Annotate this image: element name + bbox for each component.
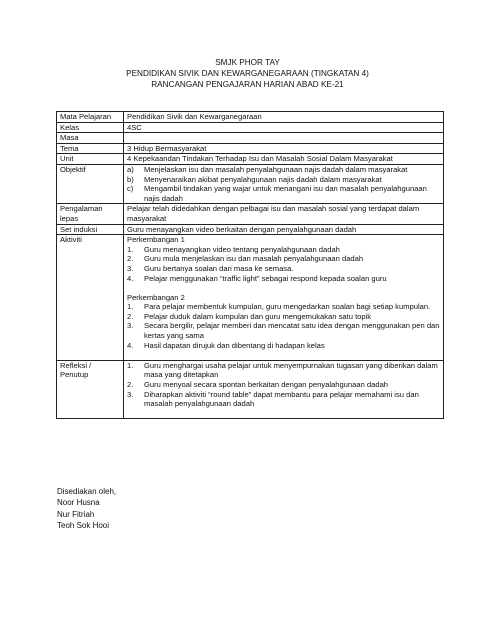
row-value: Pelajar telah didedahkan dengan pelbagai isu dan masalah sosial yang terdapat dalam masyarakat bbox=[124, 204, 444, 224]
list-marker: 2. bbox=[127, 311, 134, 321]
list-marker: c) bbox=[127, 184, 134, 194]
list-item bbox=[127, 254, 440, 264]
list-text: Secara bergilir, pelajar memberi dan mencatat satu idea dengan menggunakan pen dan kertas yang sama bbox=[144, 321, 440, 341]
spacer bbox=[127, 350, 440, 360]
list-text: Para pelajar membentuk kumpulan, guru mengedarkan soalan bagi setiap kumpulan. bbox=[144, 302, 431, 312]
list-marker: 2. bbox=[127, 254, 134, 264]
preparer-name: Noor Husna bbox=[57, 498, 100, 508]
row-label: Aktiviti bbox=[57, 235, 124, 361]
row-unit bbox=[57, 154, 444, 165]
refleksi-list bbox=[127, 361, 440, 409]
list-text: Guru bertanya soalan dari masa ke semasa. bbox=[144, 263, 294, 273]
row-value: 4 Kepekaandan Tindakan Terhadap Isu dan Masalah Sosial Dalam Masyarakat bbox=[124, 154, 444, 165]
plan-title: RANCANGAN PENGAJARAN HARIAN ABAD KE-21 bbox=[151, 80, 344, 89]
list-marker: a) bbox=[127, 164, 134, 174]
list-marker: 1. bbox=[127, 360, 134, 370]
list-text: Guru menghargai usaha pelajar untuk menyempurnakan tugasan yang diberikan dalam masa yang ditetapkan bbox=[144, 360, 438, 380]
signature-block bbox=[57, 486, 116, 531]
list-text: Pelajar menggunakan “traffic light” sebagai respond kepada soalan guru bbox=[144, 273, 387, 283]
row-label: Kelas bbox=[57, 122, 124, 133]
list-text: Hasil dapatan dirujuk dan dibentang di hadapan kelas bbox=[144, 340, 325, 350]
perkembangan-2-list bbox=[127, 302, 440, 350]
row-label: Unit bbox=[57, 154, 124, 165]
list-marker: 4. bbox=[127, 273, 134, 283]
list-marker: 1. bbox=[127, 244, 134, 254]
list-item bbox=[127, 184, 440, 203]
row-value bbox=[124, 360, 444, 419]
row-aktiviti bbox=[57, 235, 444, 361]
list-item bbox=[127, 341, 440, 351]
perkembangan-1-list bbox=[127, 245, 440, 283]
row-value: Guru menayangkan video berkaitan dengan penyalahgunaan dadah bbox=[124, 224, 444, 235]
row-refleksi bbox=[57, 360, 444, 419]
row-label: Pengalaman lepas bbox=[57, 204, 124, 224]
list-item bbox=[127, 321, 440, 340]
lesson-plan-table bbox=[56, 111, 444, 419]
row-kelas bbox=[57, 122, 444, 133]
row-label: Tema bbox=[57, 143, 124, 154]
list-item bbox=[127, 302, 440, 312]
row-label: Mata Pelajaran bbox=[57, 112, 124, 123]
objective-list bbox=[127, 165, 440, 203]
list-item bbox=[127, 264, 440, 274]
list-item bbox=[127, 245, 440, 255]
perkembangan-2-title: Perkembangan 2 bbox=[127, 292, 185, 302]
list-item bbox=[127, 390, 440, 409]
list-item bbox=[127, 361, 440, 380]
preparer-name: Nur Fitriah bbox=[57, 509, 95, 519]
list-item bbox=[127, 312, 440, 322]
row-value bbox=[124, 164, 444, 203]
row-value: 3 Hidup Bermasyarakat bbox=[124, 143, 444, 154]
list-marker: 3. bbox=[127, 389, 134, 399]
row-set-induksi bbox=[57, 224, 444, 235]
spacer bbox=[127, 283, 440, 293]
preparer-name: Teoh Sok Hooi bbox=[57, 520, 110, 530]
list-marker: b) bbox=[127, 174, 134, 184]
list-text: Guru menyoal secara spontan berkaitan dengan penyalahgunaan dadah bbox=[144, 380, 389, 390]
row-masa bbox=[57, 133, 444, 144]
spacer bbox=[127, 409, 440, 419]
list-text: Menyenaraikan akibat penyalahgunaan najis dadah dalam masyarakat bbox=[144, 174, 382, 184]
list-item bbox=[127, 274, 440, 284]
row-value: Pendidikan Sivik dan Kewarganegaraan bbox=[124, 112, 444, 123]
row-label: Set induksi bbox=[57, 224, 124, 235]
row-pengalaman bbox=[57, 204, 444, 224]
row-label: Refleksi / Penutup bbox=[57, 360, 124, 419]
row-value bbox=[124, 235, 444, 361]
list-text: Menjelaskan isu dan masalah penyalahgunaan najis dadah dalam masyarakat bbox=[144, 164, 408, 174]
list-marker: 3. bbox=[127, 263, 134, 273]
document-header bbox=[0, 57, 495, 90]
list-text: Mengambil tindakan yang wajar untuk menangani isu dan masalah penyalahgunaan najis dadah bbox=[144, 184, 427, 203]
list-marker: 1. bbox=[127, 302, 134, 312]
perkembangan-1-title: Perkembangan 1 bbox=[127, 235, 185, 245]
list-text: Pelajar duduk dalam kumpulan dan guru mengemukakan satu topik bbox=[144, 311, 372, 321]
row-label: Masa bbox=[57, 133, 124, 144]
row-objektif bbox=[57, 164, 444, 203]
list-item bbox=[127, 175, 440, 185]
row-tema bbox=[57, 143, 444, 154]
row-value bbox=[124, 133, 444, 144]
prepared-by-label: Disediakan oleh, bbox=[57, 487, 117, 496]
school-name: SMJK PHOR TAY bbox=[215, 58, 280, 67]
row-label: Objektif bbox=[57, 164, 124, 203]
list-item bbox=[127, 380, 440, 390]
list-marker: 2. bbox=[127, 380, 134, 390]
list-text: Guru menayangkan video tentang penyalahgunaan dadah bbox=[144, 244, 340, 254]
row-mata-pelajaran bbox=[57, 112, 444, 123]
list-text: Guru mula menjelaskan isu dan masalah penyalahgunaan dadah bbox=[144, 254, 364, 264]
list-marker: 3. bbox=[127, 321, 134, 331]
list-text: Diharapkan aktiviti “round table” dapat membantu para pelajar memahami isu dan masalah penyalahgunaan dadah bbox=[144, 389, 419, 409]
list-item bbox=[127, 165, 440, 175]
subject-title: PENDIDIKAN SIVIK DAN KEWARGANEGARAAN (TINGKATAN 4) bbox=[126, 69, 369, 78]
list-marker: 4. bbox=[127, 340, 134, 350]
row-value: 4SC bbox=[124, 122, 444, 133]
